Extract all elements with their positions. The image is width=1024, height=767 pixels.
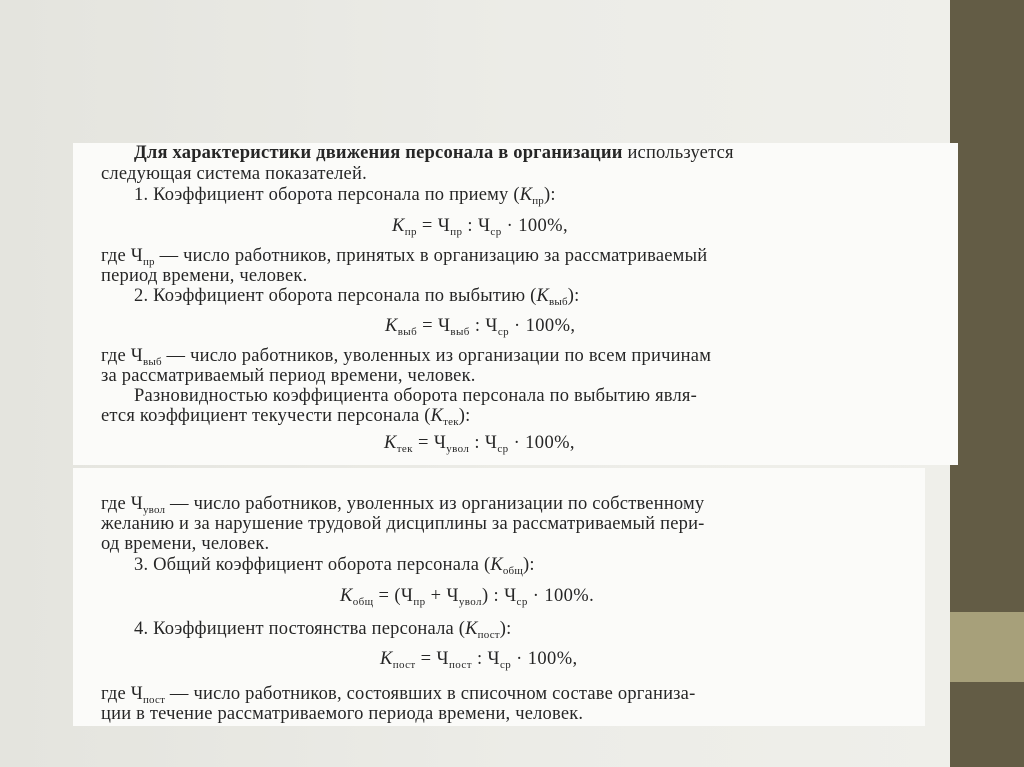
formula-k-tek: $К_{тек} = Ч_{увол}$ : $Ч_{ср} \cdot 100\%$, [384,433,575,455]
formula-k-post: $К_{пост} = Ч_{пост}$ : $Ч_{ср} \cdot 100\%$, [380,649,578,671]
definition-3-line-1: где $Ч_{увол}$ — число работников, уволенных из организации по собственному [101,494,705,516]
definition-2-line-2: за рассматриваемый период времени, человек. [101,366,476,386]
intro-line-2: следующая система показателей. [101,164,367,184]
item-1-heading: 1. Коэффициент оборота персонала по приему $(К_{пр})$: [134,185,556,207]
formula-k-pr: $К_{пр} = Ч_{пр}$ : $Ч_{ср} \cdot 100\%$, [392,216,569,238]
variant-line-1: Разновидностью коэффициента оборота персонала по выбытию явля- [134,386,697,406]
definition-3-line-2: желанию и за нарушение трудовой дисциплины за рассматриваемый пери- [101,514,705,534]
definition-2-line-1: где $Ч_{выб}$ — число работников, уволенных из организации по всем причинам [101,346,712,368]
definition-1-line-2: период времени, человек. [101,266,308,286]
variant-line-2: ется коэффициент текучести персонала $(К_{тек})$: [101,406,471,428]
definition-3-line-3: од времени, человек. [101,534,270,554]
intro-line-1: Для характеристики движения персонала в организации используется [134,143,734,163]
definition-4-line-1: где $Ч_{пост}$ — число работников, состоявших в списочном составе организа- [101,684,696,706]
definition-1-line-1: где $Ч_{пр}$ — число работников, принятых в организацию за рассматриваемый [101,246,708,268]
item-2-heading: 2. Коэффициент оборота персонала по выбытию $(К_{выб})$: [134,286,580,308]
item-3-heading: 3. Общий коэффициент оборота персонала $(К_{общ})$: [134,555,535,577]
formula-k-vyb: $К_{выб} = Ч_{выб}$ : $Ч_{ср} \cdot 100\%$, [385,316,576,338]
slide-side-accent [950,612,1024,682]
item-4-heading: 4. Коэффициент постоянства персонала $(К_{пост})$: [134,619,512,641]
definition-4-line-2: ции в течение рассматриваемого периода времени, человек. [101,704,584,724]
formula-k-obsh: $К_{общ} = (Ч_{пр} + Ч_{увол})$ : $Ч_{ср} \cdot 100\%$. [340,586,595,608]
